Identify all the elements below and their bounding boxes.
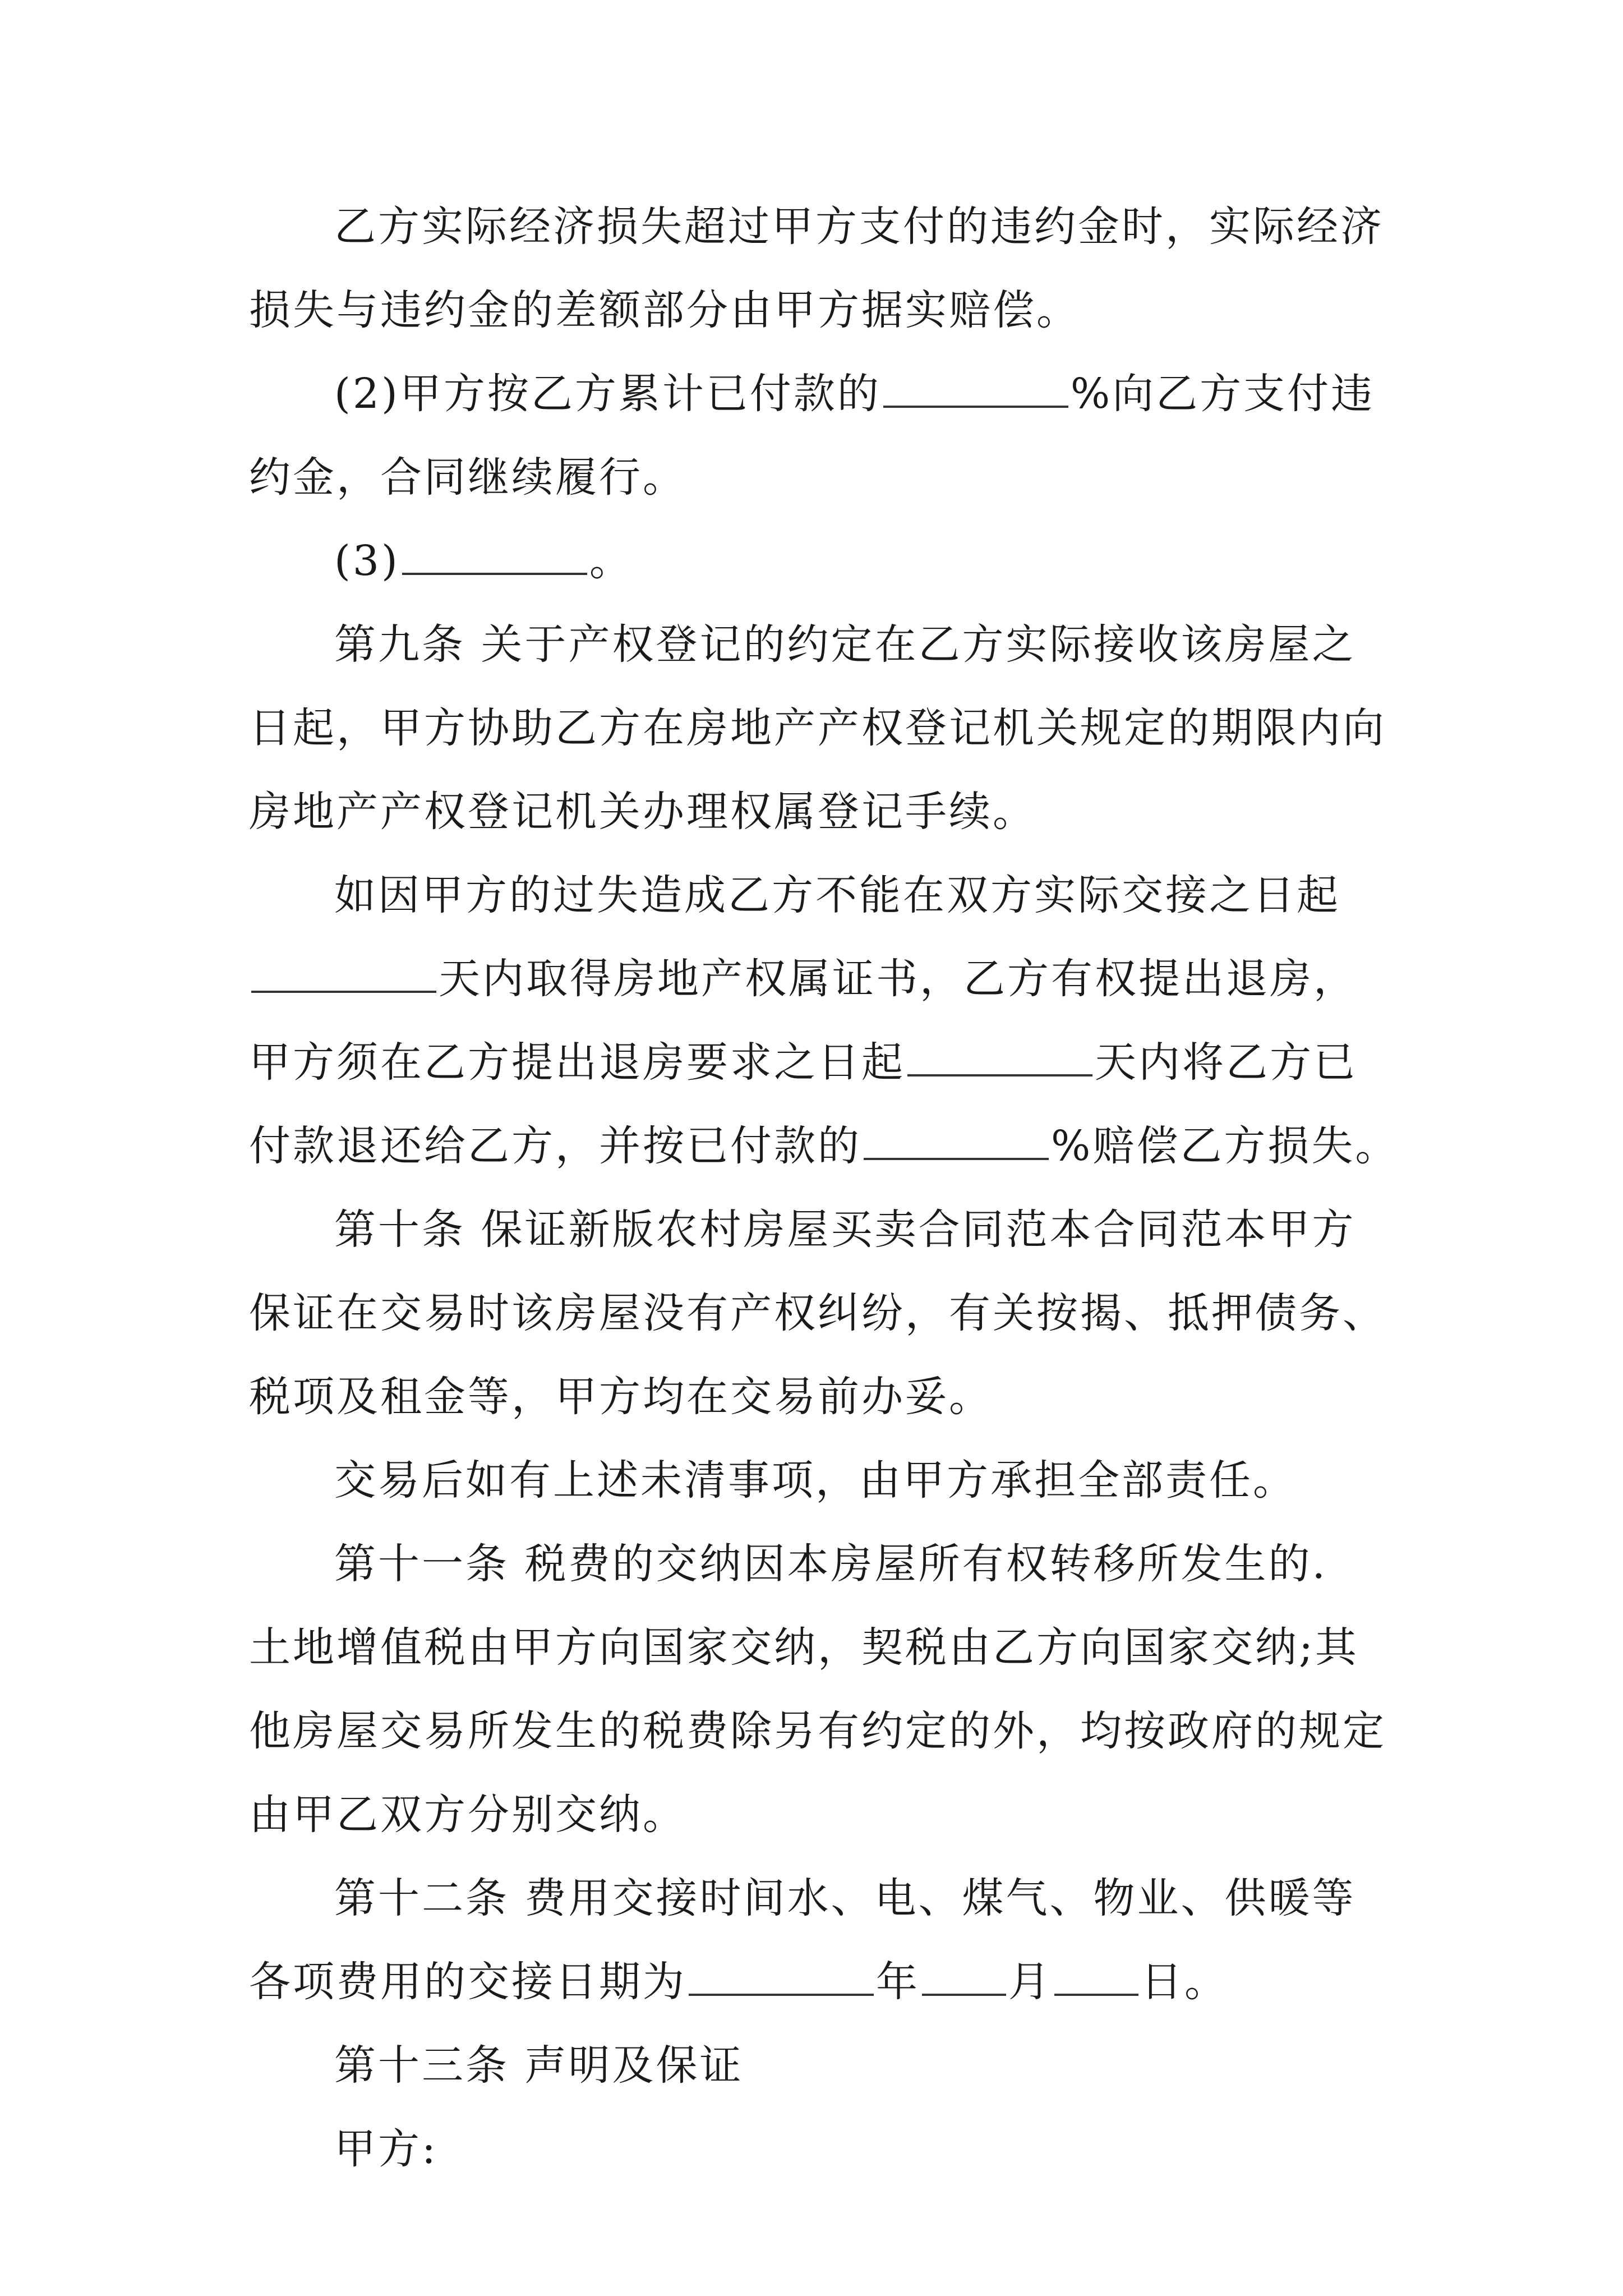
- article-nine-heading: 第九条 关于产权登记的约定在乙方实际接收该房屋之: [334, 620, 1356, 669]
- year-blank[interactable]: [689, 1954, 874, 1996]
- paragraph-line: 乙方实际经济损失超过甲方支付的违约金时，实际经济: [334, 203, 1384, 251]
- paragraph-line: 各项费用的交接日期为 年 月 日。: [249, 1940, 1376, 2024]
- fill-in-blank[interactable]: [907, 1035, 1092, 1076]
- paragraph-line: 付款退还给乙方，并按已付款的 %赔偿乙方损失。: [249, 1105, 1376, 1188]
- paragraph-line: 税项及租金等，甲方均在交易前办妥。: [249, 1373, 993, 1421]
- paragraph-line: 约金，合同继续履行。: [249, 453, 686, 501]
- paragraph-line: 如因甲方的过失造成乙方不能在双方实际交接之日起: [334, 871, 1340, 919]
- paragraph-line: 损失与违约金的差额部分由甲方据实赔偿。: [249, 286, 1080, 334]
- month-blank[interactable]: [922, 1954, 1006, 1996]
- paragraph-line: 甲方须在乙方提出退房要求之日起 天内将乙方已: [249, 1021, 1376, 1105]
- fill-in-blank[interactable]: [402, 533, 587, 575]
- paragraph-line: 他房屋交易所发生的税费除另有约定的外，均按政府的规定: [249, 1707, 1386, 1755]
- fill-in-blank[interactable]: [883, 366, 1068, 408]
- paragraph-line: (2)甲方按乙方累计已付款的 %向乙方支付违: [249, 352, 1376, 436]
- paragraph-line: 土地增值税由甲方向国家交纳，契税由乙方向国家交纳;其: [249, 1623, 1359, 1672]
- paragraph-line: 天内取得房地产权属证书，乙方有权提出退房，: [249, 937, 1376, 1021]
- article-twelve-heading: 第十二条 费用交接时间水、电、煤气、物业、供暖等: [334, 1874, 1356, 1922]
- paragraph-line: 交易后如有上述未清事项，由甲方承担全部责任。: [334, 1456, 1297, 1504]
- fill-in-blank[interactable]: [251, 951, 436, 993]
- article-ten-heading: 第十条 保证新版农村房屋买卖合同范本合同范本甲方: [334, 1205, 1356, 1254]
- article-eleven-heading: 第十一条 税费的交纳因本房屋所有权转移所发生的.: [334, 1540, 1328, 1588]
- paragraph-line: 保证在交易时该房屋没有产权纠纷，有关按揭、抵押债务、: [249, 1289, 1386, 1337]
- paragraph-line: (3) 。: [249, 519, 1376, 603]
- day-blank[interactable]: [1054, 1954, 1138, 1996]
- paragraph-line: 房地产产权登记机关办理权属登记手续。: [249, 788, 1036, 836]
- fill-in-blank[interactable]: [864, 1119, 1049, 1160]
- party-a-label: 甲方:: [334, 2125, 438, 2173]
- paragraph-line: 日起，甲方协助乙方在房地产产权登记机关规定的期限内向: [249, 704, 1386, 752]
- paragraph-line: 由甲乙双方分别交纳。: [249, 1791, 686, 1839]
- contract-body: [249, 185, 1399, 2191]
- article-thirteen-heading: 第十三条 声明及保证: [334, 2041, 744, 2090]
